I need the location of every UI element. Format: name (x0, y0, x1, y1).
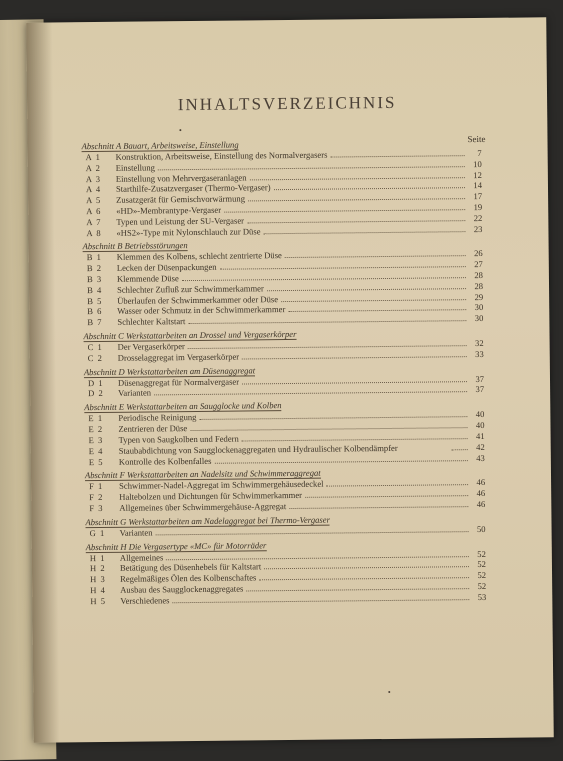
dot-leader (326, 477, 468, 486)
dot-leader (220, 259, 466, 270)
entry-code: C 2 (87, 352, 103, 363)
dot-leader (188, 338, 467, 349)
entry-title: Verschiedenes (120, 594, 170, 606)
entry-page-number: 10 (473, 158, 482, 169)
entry-title: Wasser oder Schmutz in der Schwimmerkammer (117, 304, 286, 317)
entry-code: A 3 (85, 173, 102, 184)
entry-code: H 1 (89, 552, 106, 563)
paper-speck (388, 691, 390, 693)
dot-leader (263, 224, 465, 234)
entry-code: E 5 (88, 456, 104, 467)
entry-code: F 1 (89, 481, 104, 492)
entry-page-number: 52 (477, 580, 487, 591)
entry-page-number: 37 (475, 384, 485, 395)
entry-page-number: 33 (475, 348, 484, 359)
paper-speck (179, 129, 181, 131)
dot-leader (288, 303, 466, 313)
entry-page-number: 52 (477, 570, 487, 581)
table-of-contents (81, 134, 486, 607)
entry-title: Schlechter Kaltstart (117, 316, 186, 327)
entry-title: Allgemeines (119, 551, 164, 563)
entry-title: Zusatzgerät für Gemischvorwärmung (116, 193, 246, 205)
section-heading-text: Abschnitt H Die Vergasertype «MC» für Motorräder (85, 539, 267, 552)
entry-page-number: 42 (476, 441, 485, 452)
entry-page-number: 22 (473, 212, 483, 223)
entry-page-number: 26 (474, 248, 483, 259)
entry-code: F 3 (89, 502, 104, 514)
entry-code: A 6 (86, 205, 102, 217)
entry-page-number: 41 (475, 430, 485, 441)
section-heading-text: Abschnitt F Werkstattarbeiten an Nadelsitz und Schwimmeraggregat (84, 468, 321, 481)
entry-page-number: 23 (473, 223, 483, 234)
entry-code: F 2 (89, 492, 104, 503)
entry-title: Ausbau des Saugglockenaggregates (120, 583, 244, 595)
section-heading-text: Abschnitt A Bauart, Arbeitsweise, Einstellung (81, 139, 239, 152)
entry-page-number: 14 (473, 180, 483, 191)
section-heading-text: Abschnitt D Werkstattarbeiten am Düsenaggregat (83, 364, 256, 377)
dot-leader (281, 292, 466, 302)
dot-leader (259, 570, 469, 580)
entry-page-number: 52 (477, 548, 486, 559)
dot-leader (199, 409, 467, 420)
entry-title: Klemmen des Kolbens, schlecht zentrierte Düse (116, 250, 282, 263)
entry-page-number: 19 (473, 201, 483, 213)
dot-leader (285, 249, 466, 259)
entry-code: E 3 (88, 434, 104, 445)
page-title: INHALTSVERZEICHNIS (177, 92, 397, 115)
entry-title: Betätigung des Düsenhebels für Kaltstart (119, 561, 262, 574)
section-heading-text: Abschnitt B Betriebsstörungen (82, 240, 188, 252)
entry-page-number: 37 (475, 373, 485, 384)
entry-code: C 1 (87, 341, 103, 353)
entry-title: Klemmende Düse (116, 273, 179, 284)
entry-code: H 5 (90, 595, 107, 606)
entry-title: «HD»-Membrantype-Vergaser (116, 204, 222, 216)
entry-title: Allgemeines über Schwimmergehäuse-Aggregat (119, 500, 287, 513)
entry-title: Varianten (118, 387, 152, 399)
entry-title: Einstellung von Mehrvergaseranlagen (115, 172, 247, 184)
entry-code: G 1 (89, 527, 106, 538)
entry-code: A 5 (86, 195, 102, 206)
dot-leader (190, 420, 467, 431)
entry-title: Schwimmer-Nadel-Aggregat im Schwimmergehäusedeckel (119, 478, 324, 492)
entry-code: B 3 (86, 273, 103, 285)
entry-title: Zentrieren der Düse (118, 423, 188, 434)
entry-page-number: 27 (474, 259, 483, 270)
dot-leader (188, 313, 466, 324)
dot-leader (248, 191, 465, 201)
entry-title: Lecken der Düsenpackungen (116, 261, 217, 273)
section-heading-text: Abschnitt E Werkstattarbeiten an Saugglocke und Kolben (84, 400, 282, 413)
entry-title: Überlaufen der Schwimmerkammer oder Düse (117, 293, 279, 306)
entry-page-number: 46 (476, 498, 486, 509)
dot-leader (246, 581, 469, 591)
section-heading-text: Abschnitt C Werkstattarbeiten an Drossel und Vergaserkörper (83, 328, 297, 342)
dot-leader (242, 431, 468, 441)
entry-page-number: 40 (475, 409, 485, 420)
book-page (26, 17, 554, 742)
entry-page-number: 46 (476, 477, 486, 488)
entry-title: Einstellung (115, 162, 155, 173)
entry-page-number: 46 (476, 488, 486, 499)
page-column-label: Seite (467, 133, 486, 145)
entry-page-number: 50 (476, 523, 486, 534)
entry-page-number: 52 (477, 559, 486, 570)
entry-title: Haltebolzen und Dichtungen für Schwimmerkammer (119, 490, 303, 502)
entry-code: E 4 (88, 445, 104, 456)
entry-page-number: 43 (476, 452, 485, 463)
entry-title: Regelmäßiges Ölen des Kolbenschaftes (120, 572, 257, 584)
entry-code: B 6 (87, 306, 103, 317)
entry-code: A 2 (85, 162, 102, 173)
entry-code: D 1 (87, 377, 104, 388)
dot-leader (289, 499, 468, 509)
entry-title: Schlechter Zufluß zur Schwimmerkammer (116, 283, 264, 295)
dot-leader (452, 442, 468, 450)
entry-title: Drosselaggregat im Vergaserkörper (117, 351, 240, 363)
dot-leader (305, 488, 468, 498)
entry-code: A 1 (85, 151, 101, 163)
entry-title: Periodische Reinigung (118, 412, 197, 423)
dot-leader (267, 281, 466, 291)
entry-code: B 7 (87, 317, 103, 328)
entry-code: B 5 (87, 295, 103, 306)
dot-leader (330, 148, 464, 157)
section-heading-text: Abschnitt G Werkstattarbeiten am Nadelaggregat bei Thermo-Vergaser (85, 514, 330, 527)
entry-title: Typen und Leistung der SU-Vergaser (116, 215, 245, 227)
entry-page-number: 29 (474, 291, 484, 302)
entry-title: «HS2»-Type mit Nylonschlauch zur Düse (116, 225, 261, 238)
entry-page-number: 30 (474, 302, 484, 313)
entry-page-number: 30 (474, 313, 484, 324)
entry-page-number: 32 (474, 337, 484, 349)
entry-code: E 1 (88, 413, 104, 424)
entry-code: A 8 (86, 227, 102, 238)
dot-leader (214, 453, 467, 464)
entry-page-number: 53 (477, 591, 487, 602)
dot-leader (224, 202, 465, 213)
entry-title: Starthilfe-Zusatzvergaser (Thermo-Vergaser) (115, 182, 271, 195)
entry-title: Staubabdichtung von Saugglockenaggregaten und Hydraulischer Kolbendämpfer (118, 442, 398, 456)
entry-code: H 3 (90, 574, 106, 585)
entry-code: H 2 (89, 563, 106, 574)
entry-code: B 1 (86, 252, 102, 263)
dot-leader (273, 181, 465, 191)
entry-code: B 4 (86, 284, 103, 295)
entry-page-number: 12 (473, 169, 482, 180)
dot-leader (242, 349, 467, 359)
dot-leader (264, 559, 469, 569)
entry-title: Der Vergaserkörper (117, 341, 185, 352)
entry-code: H 4 (90, 584, 106, 596)
dot-leader (247, 213, 465, 223)
entry-page-number: 7 (477, 147, 482, 159)
dot-leader (249, 170, 464, 180)
entry-title: Konstruktion, Arbeitsweise, Einstellung des Normalvergasers (115, 149, 328, 162)
entry-page-number: 40 (475, 419, 485, 430)
dot-leader (182, 270, 466, 281)
entry-page-number: 28 (474, 269, 483, 281)
dot-leader (242, 374, 467, 384)
entry-title: Varianten (119, 527, 153, 538)
entry-page-number: 17 (473, 191, 483, 202)
entry-code: B 2 (86, 263, 103, 274)
entry-code: A 7 (86, 216, 102, 227)
entry-code: D 2 (88, 388, 104, 399)
entry-code: E 2 (88, 423, 104, 435)
entry-title: Typen von Saugkolben und Federn (118, 433, 239, 445)
entry-title: Kontrolle des Kolbenfalles (118, 455, 212, 467)
entry-code: A 4 (85, 184, 102, 195)
entry-title: Düsenaggregat für Normalvergaser (117, 376, 240, 388)
dot-leader (172, 592, 469, 603)
entry-page-number: 28 (474, 280, 484, 291)
